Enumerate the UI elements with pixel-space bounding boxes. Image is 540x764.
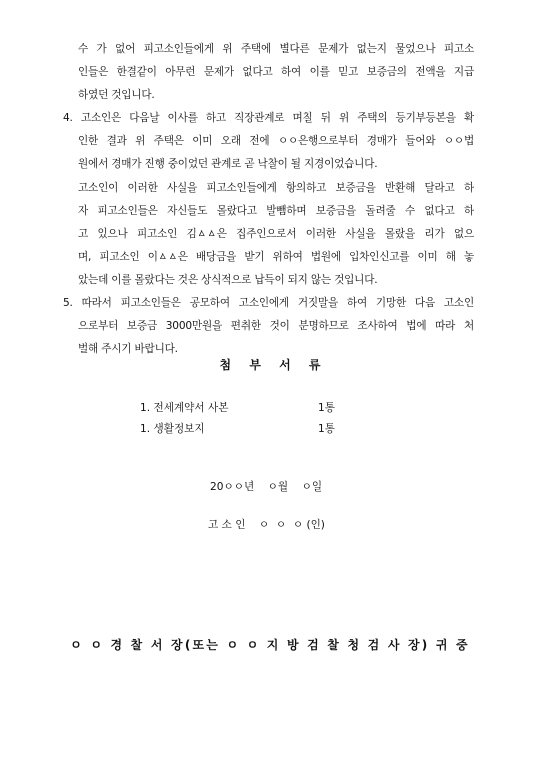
body-line: 벌해 주시기 바랍니다. — [78, 343, 178, 355]
attachment-item-name: 1. 전세계약서 사본 — [140, 402, 229, 414]
recipient-line: ㅇ ㅇ 경 찰 서 장(또는 ㅇ ㅇ 지 방 검 찰 청 검 사 장) 귀 중 — [70, 638, 470, 652]
body-line: 수 가 없어 피고소인들에게 위 주택에 별다른 문제가 없는지 물었으나 피고소 — [78, 43, 474, 55]
body-line: 5. 따라서 피고소인들은 공모하여 고소인에게 거짓말을 하여 기망한 다음 고소인 — [63, 297, 474, 309]
body-line: 원에서 경매가 진행 중이었던 관계로 곧 낙찰이 될 지경이었습니다. — [78, 158, 378, 170]
complainant-signature-line: 고 소 인 ㅇ ㅇ ㅇ (인) — [208, 519, 325, 531]
attachments-title: 첨 부 서 류 — [219, 358, 321, 372]
body-line: 자 피고소인들은 자신들도 몰랐다고 발뺌하며 보증금을 돌려줄 수 없다고 하 — [78, 205, 474, 217]
body-line: 고소인이 이러한 사실을 피고소인들에게 항의하고 보증금을 반환해 달라고 하 — [78, 182, 474, 194]
body-line: 았는데 이를 몰랐다는 것은 상식적으로 납득이 되지 않는 것입니다. — [78, 274, 378, 286]
body-line: 하였던 것입니다. — [78, 89, 155, 101]
body-line: 고 있으나 피고소인 김ㅿㅿ은 집주인으로서 이러한 사실을 몰랐을 리가 없으 — [78, 228, 474, 240]
body-line: 4. 고소인은 다음날 이사를 하고 직장관계로 며칠 뒤 위 주택의 등기부등본을 확 — [63, 112, 474, 124]
body-line: 으로부터 보증금 3000만원을 편취한 것이 분명하므로 조사하여 법에 따라 처 — [78, 320, 474, 332]
date-line: 20ㅇㅇ년 ㅇ월 ㅇ일 — [210, 481, 323, 493]
attachment-item-qty: 1통 — [318, 423, 335, 435]
body-line: 며, 피고소인 이ㅿㅿ은 배당금을 받기 위하여 법원에 입차인신고를 이미 해 놓 — [78, 251, 474, 263]
body-line: 인들은 한결같이 아무런 문제가 없다고 하여 이를 믿고 보증금의 전액을 지급 — [78, 66, 474, 78]
body-line: 인한 결과 위 주택은 이미 오래 전에 ㅇㅇ은행으로부터 경매가 들어와 ㅇㅇ법 — [78, 135, 474, 147]
attachment-item-name: 1. 생활정보지 — [140, 423, 205, 435]
attachment-item-qty: 1통 — [318, 402, 335, 414]
